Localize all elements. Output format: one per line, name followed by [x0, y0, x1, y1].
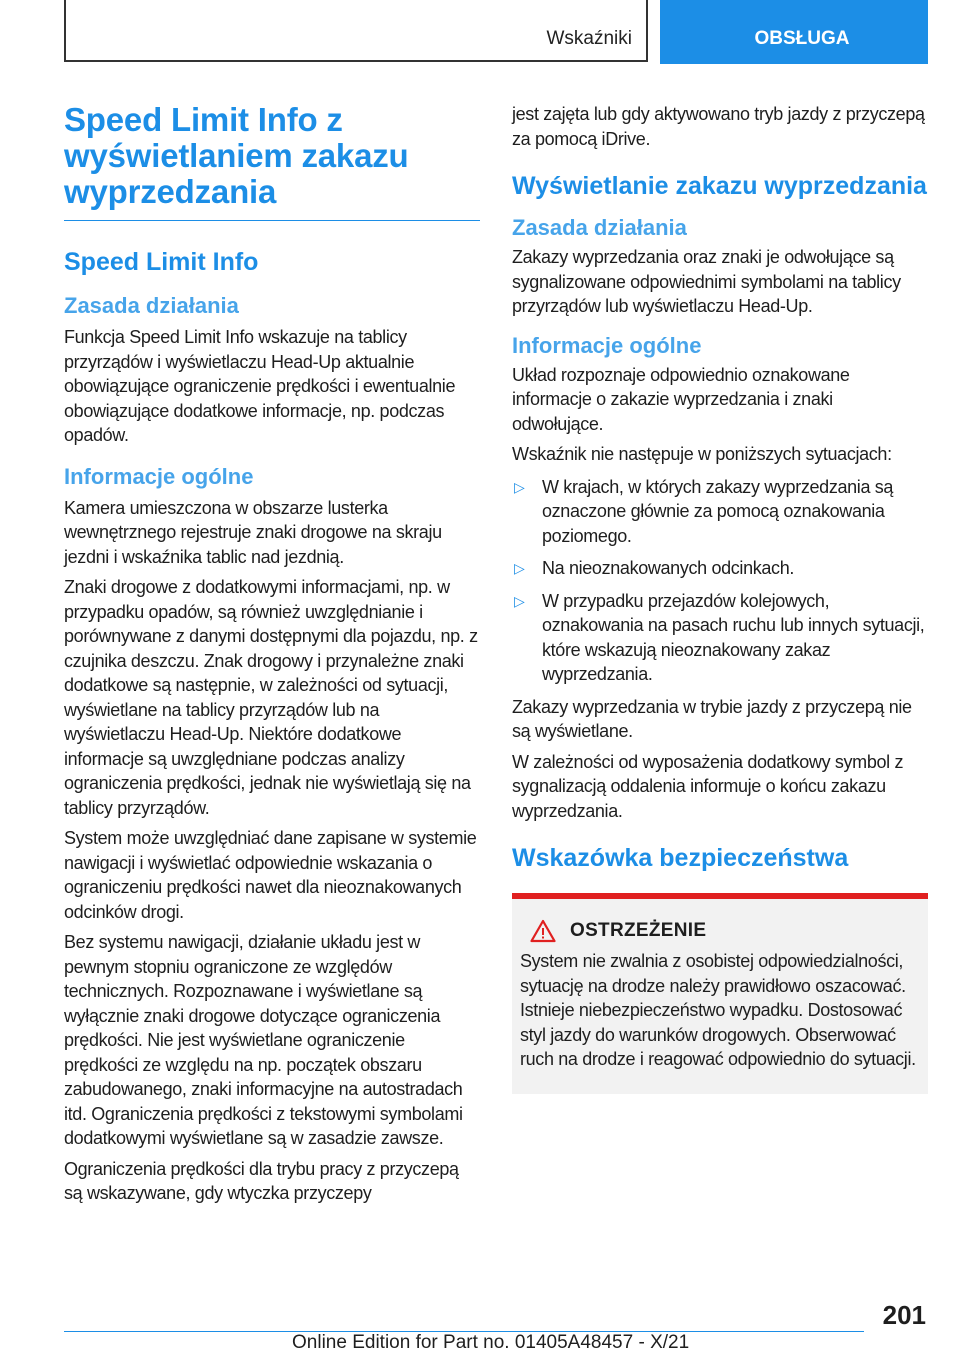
warning-triangle-icon — [530, 919, 556, 943]
section-heading-safety: Wskazówka bezpieczeństwa — [512, 844, 849, 872]
paragraph: Znaki drogowe z dodatkowymi informacjami, np. w przypadku opadów, są również uwzględnianie i porównywane z danymi dostępnymi dla pojazdu, np. z czujnika deszczu. Znak drogowy i przynależne znaki dodatkowe są następnie, w zależności od sytuacji, wyświetlane na tablicy przyrządów lub na wyświetlaczu Head-Up. Niektóre dodatkowe informacje są uwzględniane podczas analizy ograniczenia prędkości, jednak nie wyświetlają się na tablicy przyrządów. — [64, 577, 478, 818]
paragraph-continued: jest zajęta lub gdy aktywowano tryb jazdy z przyczepą za pomocą iDrive. — [512, 104, 925, 149]
triangle-bullet-icon: ▷ — [514, 560, 525, 576]
page-header — [64, 0, 928, 64]
chapter-label: OBSŁUGA — [754, 28, 850, 49]
warning-title: OSTRZEŻENIE — [570, 920, 707, 941]
paragraph: Zakazy wyprzedzania w trybie jazdy z przyczepą nie są wyświetlane. — [512, 696, 912, 741]
list-item: ▷ Na nieoznakowanych odcinkach. — [512, 556, 928, 581]
subheading-principle: Zasada działania — [512, 215, 687, 240]
right-column — [512, 102, 928, 1094]
triangle-bullet-icon: ▷ — [514, 478, 525, 495]
warning-header — [520, 919, 920, 943]
section-heading-speed-limit: Speed Limit Info — [64, 248, 259, 276]
section-heading-overtaking: Wyświetlanie zakazu wyprzedzania — [512, 172, 927, 200]
warning-text: System nie zwalnia z osobistej odpowiedzialności, sytuację na drodze należy prawidłowo oszacować. Istnieje niebezpieczeństwo wypadku. Dostosować styl jazdy do warunków drogowych. Obserwować ruch na drodze i reagować odpowiednio do sytuacji. — [520, 951, 916, 1069]
left-column — [64, 102, 480, 1206]
paragraph: W zależności od wyposażenia dodatkowy symbol z sygnalizacją oddalenia informuje o końcu zakazu wyprzedzania. — [512, 751, 904, 821]
section-label: Wskaźniki — [546, 28, 632, 49]
paragraph: Bez systemu nawigacji, działanie układu jest w pewnym stopniu ograniczone ze względów technicznych. Rozpoznawane i wyświetlane są wyłącznie znaki drogowe dotyczące ograniczenia prędkości. Nie jest wyświetlane ograniczenie prędkości ze względu na np. początek obszaru zabudowanego, znaki informacyjne na autostradach itd. Ograniczenia prędkości z tekstowymi symbolami dodatkowymi wyświetlane są w zasadzie zawsze. — [64, 932, 463, 1148]
subheading-general: Informacje ogólne — [64, 463, 254, 489]
chapter-tab — [660, 0, 928, 64]
paragraph-principle: Funkcja Speed Limit Info wskazuje na tablicy przyrządów i wyświetlaczu Head-Up aktualnie obowiązujące ograniczenie prędkości i ewentualnie obowiązujące dodatkowe informacje, np. podczas opadów. — [64, 327, 456, 445]
subheading-general: Informacje ogólne — [512, 332, 702, 358]
list-item: ▷ W krajach, w których zakazy wyprzedzania są oznaczone głównie za pomocą oznakowania poziomego. — [514, 476, 894, 546]
section-label-box — [64, 0, 648, 62]
paragraph: Układ rozpoznaje odpowiednio oznakowane informacje o zakazie wyprzedzania i znaki odwołujące. — [512, 364, 850, 434]
list-item: ▷ W przypadku przejazdów kolejowych, oznakowania na pasach ruchu lub innych sytuacji, które wskazują nieoznakowany zakaz wyprzedzania. — [514, 590, 925, 684]
paragraph: System może uwzględniać dane zapisane w systemie nawigacji i wyświetlać odpowiednie wskazania o ograniczeniu prędkości nawet dla nieoznakowanych odcinków drogi. — [64, 828, 477, 922]
page-title: Speed Limit Info z wyświetlaniem zakazu wyprzedzania — [64, 102, 480, 221]
paragraph: Kamera umieszczona w obszarze lusterka wewnętrznego rejestruje znaki drogowe na skraju jezdni i wskaźnika tablic nad jezdnią. — [64, 497, 442, 567]
subheading-principle: Zasada działania — [64, 293, 239, 318]
edition-footer: Online Edition for Part no. 01405A48457 - X/21 — [292, 1332, 690, 1353]
paragraph: Wskaźnik nie następuje w poniższych sytuacjach: — [512, 444, 892, 464]
paragraph: Ograniczenia prędkości dla trybu pracy z przyczepą są wskazywane, gdy wtyczka przyczepy — [64, 1158, 459, 1203]
warning-box — [512, 893, 928, 1094]
triangle-bullet-icon: ▷ — [514, 592, 525, 609]
paragraph-principle: Zakazy wyprzedzania oraz znaki je odwołujące są sygnalizowane odpowiednimi symbolami na tablicy przyrządów lub wyświetlaczu Head-Up. — [512, 247, 901, 316]
bullet-list — [512, 475, 928, 687]
page-number: 201 — [882, 1300, 926, 1330]
